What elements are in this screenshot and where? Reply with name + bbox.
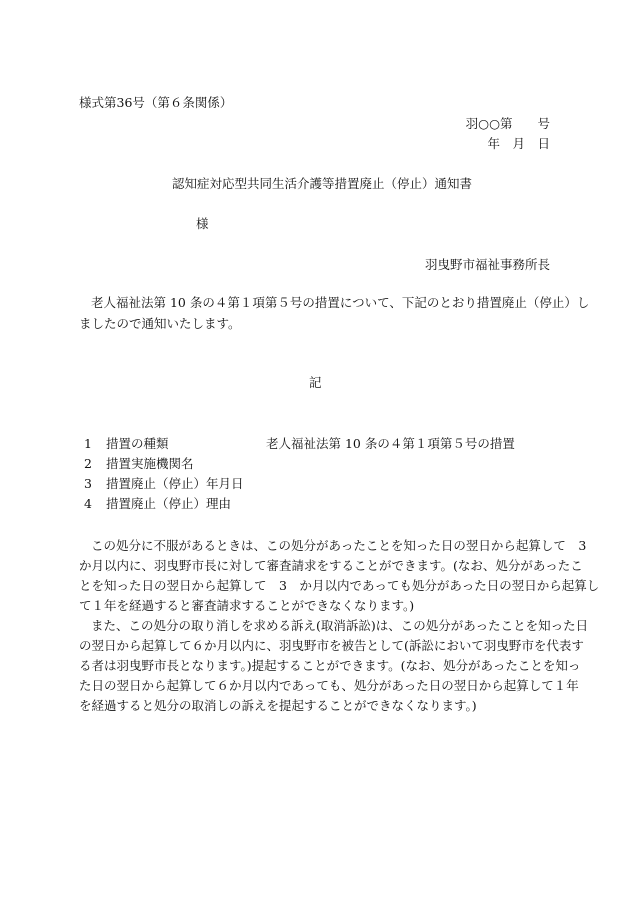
appeal-notice-line: か月以内に、羽曳野市長に対して審査請求をすることができます。(なお、処分があったこ xyxy=(79,558,583,573)
issue-date: 年 月 日 xyxy=(487,136,550,151)
item-label: 措置廃止（停止）年月日 xyxy=(106,476,244,491)
issuer-name: 羽曳野市福祉事務所長 xyxy=(424,257,550,272)
recipient-suffix: 様 xyxy=(196,216,209,231)
appeal-notice-line: この処分に不服があるときは、この処分があったことを知った日の翌日から起算して 3 xyxy=(91,538,587,553)
item-label: 措置実施機関名 xyxy=(106,456,194,471)
document-title: 認知症対応型共同生活介護等措置廃止（停止）通知書 xyxy=(172,176,473,191)
appeal-notice-line: とを知った日の翌日から起算して 3 か月以内であっても処分があった日の翌日から起算し xyxy=(79,578,600,593)
lawsuit-notice-line: の翌日から起算して６か月以内に、羽曳野市を被告として(訴訟において羽曳野市を代表す xyxy=(79,638,584,653)
lawsuit-notice-line: る者は羽曳野市長となります。)提起することができます。(なお、処分があったことを知っ xyxy=(79,658,581,673)
reference-number: 羽○○第 号 xyxy=(465,116,550,131)
item-label: 措置廃止（停止）理由 xyxy=(106,496,232,511)
lawsuit-notice-line: を経過すると処分の取消しの訴えを提起することができなくなります。) xyxy=(79,698,477,713)
form-number: 様式第36号（第６条関係） xyxy=(79,95,233,110)
item-number: 1 xyxy=(84,436,92,451)
intro-line-2: ましたので通知いたします。 xyxy=(79,316,241,331)
item-number: 2 xyxy=(84,456,92,471)
appeal-notice-line: て１年を経過すると審査請求することができなくなります。) xyxy=(79,598,415,613)
item-number: 4 xyxy=(84,496,92,511)
item-value: 老人福祉法第 10 条の４第１項第５号の措置 xyxy=(266,436,515,451)
item-number: 3 xyxy=(84,476,92,491)
lawsuit-notice-line: た日の翌日から起算して６か月以内であっても、処分があった日の翌日から起算して１年 xyxy=(79,678,579,693)
intro-line-1: 老人福祉法第 10 条の４第１項第５号の措置について、下記のとおり措置廃止（停止）し xyxy=(91,295,590,310)
ki-heading: 記 xyxy=(309,375,322,390)
lawsuit-notice-line: また、この処分の取り消しを求める訴え(取消訴訟)は、この処分があったことを知った日 xyxy=(91,618,589,633)
item-label: 措置の種類 xyxy=(106,436,169,451)
